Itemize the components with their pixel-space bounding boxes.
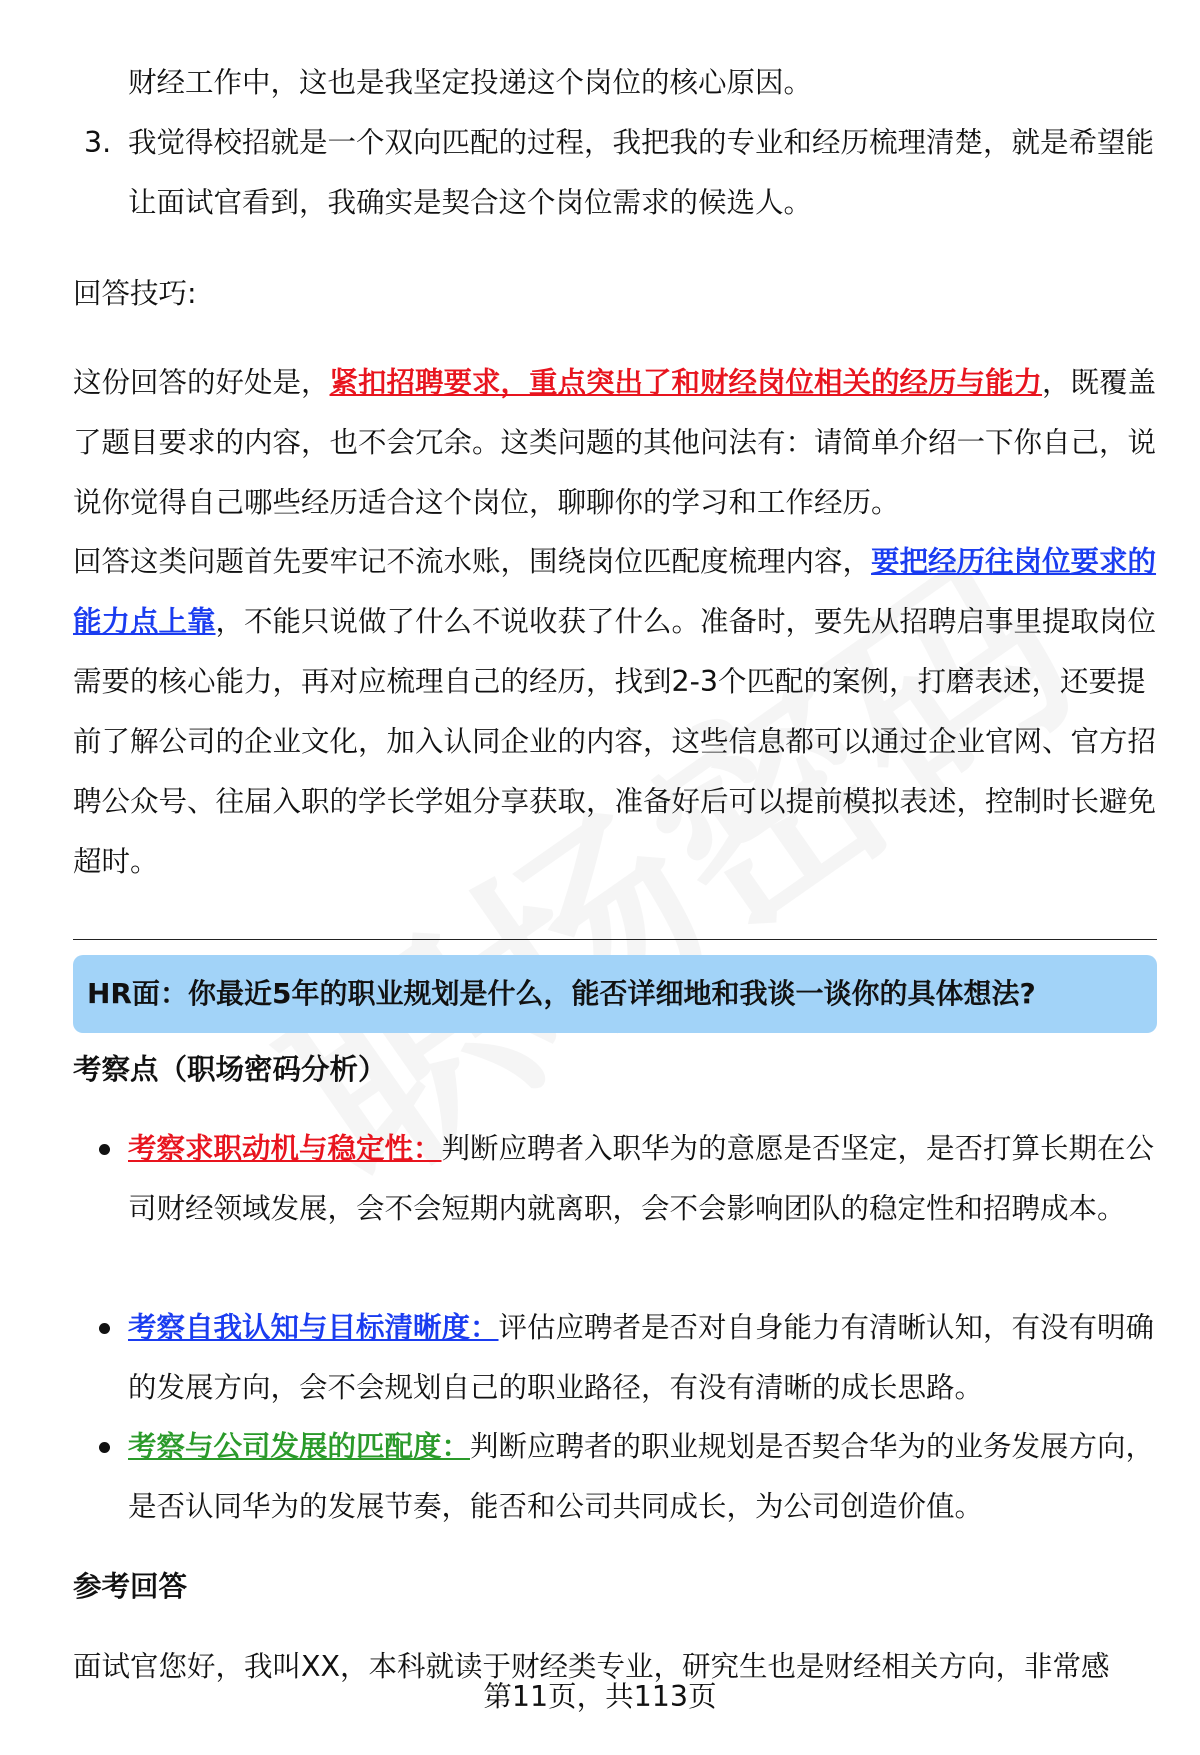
list-number: 3. — [84, 126, 112, 159]
question-title: HR面：你最近5年的职业规划是什么，能否详细地和我谈一谈你的具体想法? — [87, 977, 1036, 1010]
text: 这份回答的好处是， — [73, 366, 330, 399]
bullet-text: 判断应聘者入职华为的意愿是否坚定，是否打算长期在公司财经领域发展，会不会短期内就离职，会不会影响团队的稳定性和招聘成本。 — [128, 1132, 1155, 1225]
page-number: 第11页，共113页 — [483, 1680, 717, 1713]
tips-label: 回答技巧: — [73, 277, 197, 310]
answer-title: 参考回答 — [73, 1570, 188, 1603]
analysis-title: 考察点（职场密码分析） — [73, 1053, 387, 1086]
bullet-icon — [99, 1442, 110, 1453]
bullet-text: 评估应聘者是否对自身能力有清晰认知，有没有明确的发展方向，会不会规划自己的职业路径，有没有清晰的成长思路。 — [128, 1311, 1155, 1404]
tips-paragraph-2 — [73, 532, 1161, 892]
divider — [73, 939, 1157, 940]
answer-text: 面试官您好，我叫XX，本科就读于财经类专业，研究生也是财经相关方向，非常感 — [73, 1650, 1110, 1683]
question-box — [73, 955, 1157, 1033]
bullet-icon — [99, 1323, 110, 1334]
text: ，既覆盖了题目要求的内容，也不会冗余。这类问题的其他问法有：请简单介绍一下你自己，说说你觉得自己哪些经历适合这个岗位，聊聊你的学习和工作经历。 — [73, 366, 1157, 519]
highlight-blue: 要把经历往岗位要求的能力点上靠 — [73, 545, 1157, 638]
bullet-icon — [99, 1144, 110, 1155]
bullet-label: 考察求职动机与稳定性： — [128, 1132, 442, 1165]
highlight-red: 紧扣招聘要求，重点突出了和财经岗位相关的经历与能力 — [329, 366, 1043, 399]
bullet-item — [128, 1417, 1161, 1537]
text: 回答这类问题首先要牢记不流水账，围绕岗位匹配度梳理内容， — [73, 545, 872, 578]
tips-paragraph-1 — [73, 353, 1161, 533]
list-tail-line: 财经工作中，这也是我坚定投递这个岗位的核心原因。 — [128, 66, 813, 99]
bullet-text: 判断应聘者的职业规划是否契合华为的业务发展方向，是否认同华为的发展节奏，能否和公司共同成长，为公司创造价值。 — [128, 1430, 1155, 1523]
bullet-item — [128, 1119, 1161, 1239]
list-item-3: 我觉得校招就是一个双向匹配的过程，我把我的专业和经历梳理清楚，就是希望能让面试官看到，我确实是契合这个岗位需求的候选人。 — [128, 126, 1155, 219]
text: ，不能只说做了什么不说收获了什么。准备时，要先从招聘启事里提取岗位需要的核心能力，再对应梳理自己的经历，找到2-3个匹配的案例，打磨表述，还要提前了解公司的企业文化，加入认同企业的内容，这些信息都可以通过企业官网、官方招聘公众号、往届入职的学长学姐分享获取，准备好后可以提前模拟表述，控制时长避免超时。 — [73, 605, 1157, 878]
bullet-label: 考察与公司发展的匹配度： — [128, 1430, 471, 1463]
bullet-label: 考察自我认知与目标清晰度： — [128, 1311, 499, 1344]
bullet-item — [128, 1298, 1161, 1418]
